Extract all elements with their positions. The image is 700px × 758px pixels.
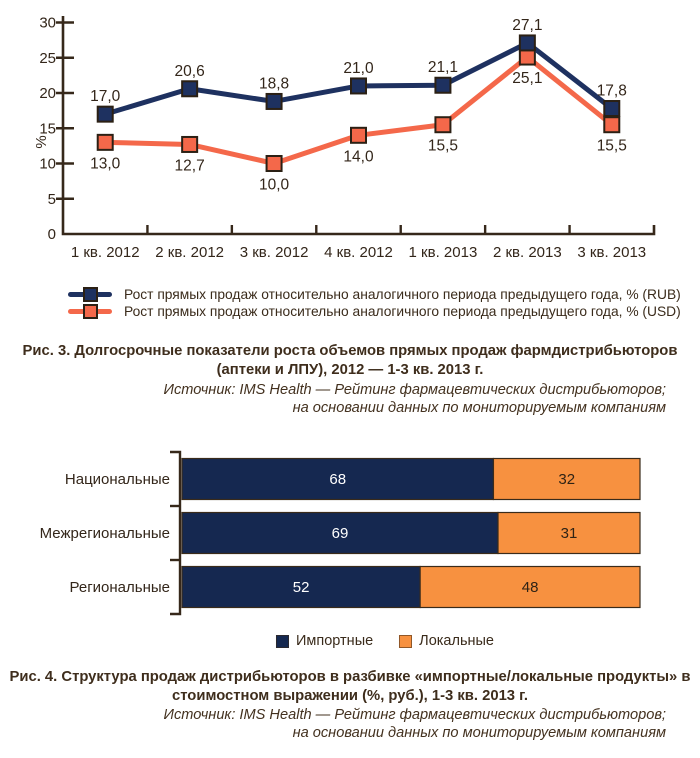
bar-value-label: 69: [331, 525, 349, 542]
y-tick-label: 15: [39, 120, 56, 138]
category-label: Региональные: [69, 579, 170, 596]
x-tick-label: 1 кв. 2013: [408, 244, 478, 261]
fig3-legend-item-usd: [68, 304, 681, 319]
fig4-legend-label-imported: Импортные: [295, 633, 374, 649]
fig4-source-line1: Источник: IMS Health — Рейтинг фармацевтических дистрибьюторов;: [163, 707, 666, 723]
value-label: 21,1: [427, 59, 459, 77]
x-tick-label: 3 кв. 2012: [239, 244, 309, 261]
fig4-source-line2: на основании данных по мониторируемым компаниям: [292, 725, 666, 741]
data-point-marker: [435, 78, 450, 93]
data-point-marker: [604, 117, 619, 132]
y-tick-label: 30: [39, 14, 56, 32]
data-point-marker: [520, 50, 535, 65]
bar-value-label: 32: [558, 471, 576, 488]
x-tick-label: 2 кв. 2012: [155, 244, 225, 261]
fig3-caption-line2: (аптеки и ЛПУ), 2012 — 1-3 кв. 2013 г.: [216, 362, 484, 378]
fig3-caption-line1: Рис. 3. Долгосрочные показатели роста объемов прямых продаж фармдистрибьюторов: [22, 343, 678, 359]
value-label: 13,0: [90, 155, 121, 173]
imported-series-legend-swatch-icon: [276, 635, 289, 648]
value-label: 20,6: [174, 62, 205, 80]
fig3-source: [0, 381, 666, 417]
fig3-source-line1: Источник: IMS Health — Рейтинг фармацевтических дистрибьюторов;: [163, 382, 666, 398]
data-point-marker: [604, 101, 619, 116]
data-point-marker: [435, 117, 450, 132]
fig4-legend-item-local: [399, 633, 494, 649]
y-tick-label: 25: [39, 49, 56, 67]
bar-value-label: 31: [560, 525, 578, 542]
y-tick-label: 5: [47, 190, 56, 208]
category-label: Межрегиональные: [39, 525, 170, 542]
data-point-marker: [98, 107, 113, 122]
value-label: 18,8: [258, 75, 290, 93]
fig4-legend: [276, 633, 494, 649]
fig3-caption: [0, 342, 700, 380]
fig4-source: [0, 706, 666, 742]
value-label: 25,1: [512, 70, 543, 88]
data-point-marker: [182, 81, 197, 96]
data-point-marker: [351, 128, 366, 143]
data-point-marker: [267, 94, 282, 109]
fig4-caption-line1: Рис. 4. Структура продаж дистрибьюторов в разбивке «импортные/локальные продукты» в: [9, 669, 691, 685]
x-tick-label: 3 кв. 2013: [577, 244, 647, 261]
local-series-legend-swatch-icon: [399, 635, 412, 648]
fig3-legend-item-rub: [68, 287, 681, 302]
fig4-caption: [0, 668, 700, 706]
fig3-source-line2: на основании данных по мониторируемым компаниям: [292, 400, 666, 416]
value-label: 10,0: [258, 176, 290, 194]
value-label: 27,1: [512, 16, 543, 34]
x-tick-label: 1 кв. 2012: [70, 244, 140, 261]
value-label: 17,0: [90, 88, 121, 106]
value-label: 17,8: [596, 82, 627, 100]
category-label: Национальные: [64, 471, 170, 488]
y-tick-label: 20: [39, 85, 56, 102]
bar-value-label: 48: [521, 579, 539, 596]
bar-value-label: 52: [292, 579, 310, 596]
x-tick-label: 2 кв. 2013: [492, 244, 562, 261]
fig3-legend-label-usd: Рост прямых продаж относительно аналогичного периода предыдущего года, % (USD): [124, 304, 681, 319]
value-label: 12,7: [174, 157, 205, 175]
fig3-line-chart: [0, 0, 700, 272]
value-label: 14,0: [343, 148, 374, 166]
fig4-caption-line2: стоимостном выражении (%, руб.), 1-3 кв. 2013 г.: [172, 688, 528, 704]
fig4-bar-chart: [0, 440, 700, 628]
fig3-legend: [68, 287, 681, 319]
axis: [170, 452, 180, 614]
data-point-marker: [98, 135, 113, 150]
rub-series-legend-marker-icon: [68, 287, 112, 302]
value-label: 21,0: [343, 59, 374, 77]
fig3-legend-label-rub: Рост прямых продаж относительно аналогичного периода предыдущего года, % (RUB): [124, 287, 681, 302]
usd-series-legend-marker-icon: [68, 304, 112, 319]
value-label: 15,5: [427, 137, 459, 155]
y-axis-label: %: [33, 135, 50, 149]
fig4-legend-label-local: Локальные: [419, 633, 495, 649]
axis: [63, 16, 654, 234]
y-tick-label: 10: [39, 155, 56, 173]
fig4-legend-item-imported: [276, 633, 373, 649]
value-label: 15,5: [596, 137, 627, 155]
data-point-marker: [351, 78, 366, 93]
x-tick-label: 4 кв. 2012: [324, 244, 393, 261]
data-point-marker: [520, 35, 535, 50]
data-point-marker: [267, 156, 282, 171]
data-point-marker: [182, 137, 197, 152]
bar-value-label: 68: [329, 471, 347, 488]
y-tick-label: 0: [47, 226, 56, 243]
